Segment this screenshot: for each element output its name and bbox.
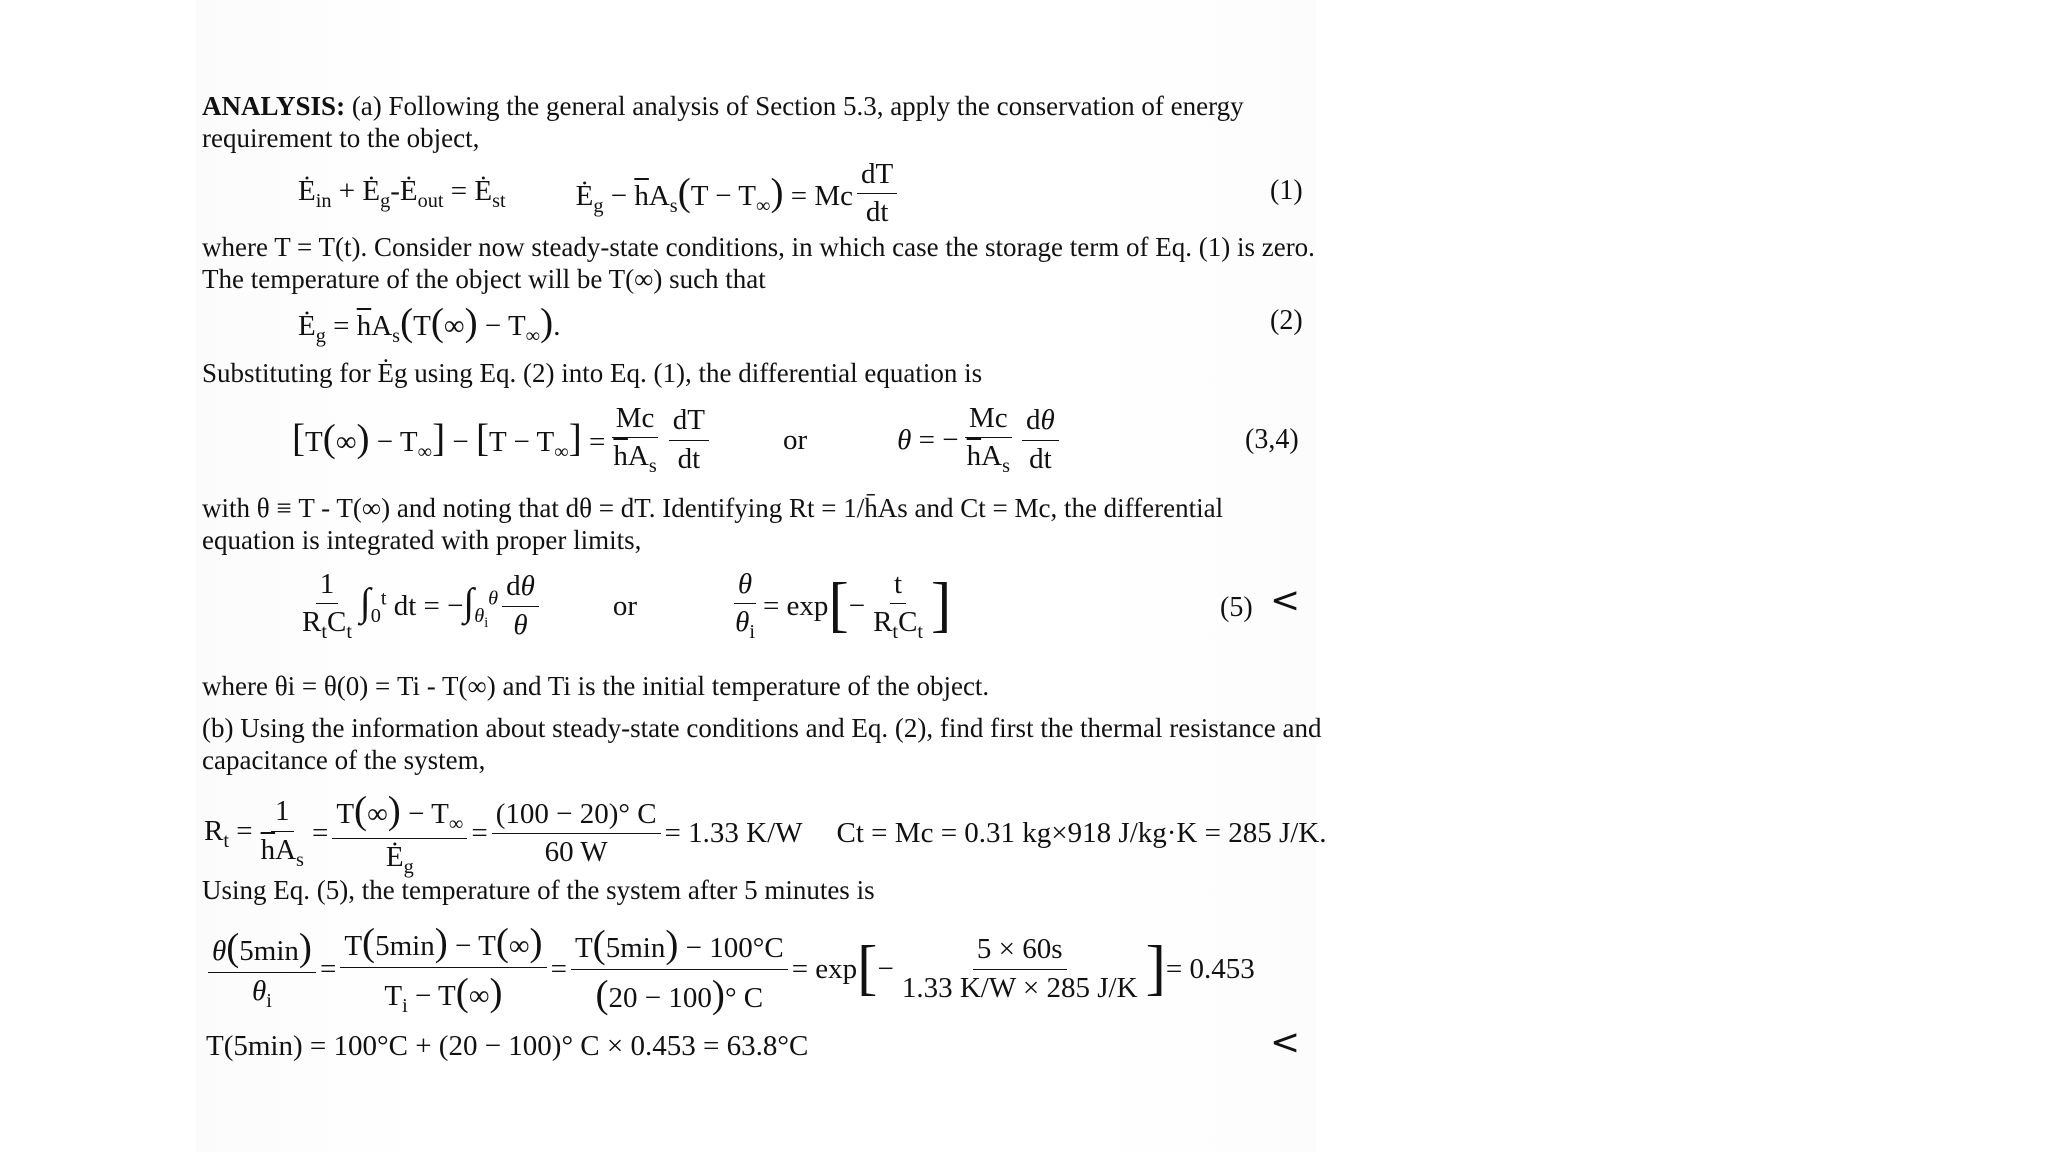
equation-theta-ratio: $\frac{\theta(5\min)}{\theta_i}$ = $\frac{T(5\min) - T(\infty)}{T_i - T(\infty)}$ = $\frac{T(5\min) - 100^\circ C}{(20 - 100)^\circ C}$ = exp [ − $\frac{5 \times 60s}{1.33 K/W \times 285 J/K}$ ] = 0.453 <box>204 920 1255 1018</box>
equation-2-number: (2) <box>1270 305 1303 336</box>
rt-value: = 1.33 K/W <box>664 817 803 850</box>
fraction-133: 1.33 K/W × 285 J/K <box>901 971 1138 1004</box>
analysis-intro <box>202 90 1322 154</box>
equation-rt-ct: $R_t$ = $\frac{1}{\overline{h}A_s}$ = $\frac{T(\infty) - T_\infty}{Ė_g}$ = $\frac{(100 - 20)^\circ C}{60 W}$ = 1.33 K/W Ct = Mc = 0.31 kg×918 J/kg·K = 285 J/K. <box>204 789 1327 878</box>
paragraph-substituting: Substituting for Ėg using Eq. (2) into Eq. (1), the differential equation is <box>202 358 983 388</box>
equation-3-4: $[T(\infty) - T_\infty] - [T - T_\infty]$ = $\frac{Mc}{\overline{h}A_s}$ $\frac{dT}{dt}$ or θ = − $\frac{Mc}{\overline{h}A_s}$ $\frac{d\theta}{dt}$ <box>292 402 1063 478</box>
equation-5-number: (5) <box>1220 592 1253 623</box>
equation-1-energy-balance: $Ė_{in}$ + $Ė_g-Ė_{out}$ = $Ė_{st}$ $Ė_g - \overline{h}A_s(T - T_\infty) = Mc$ $\frac{dT}{dt}$ <box>298 158 901 230</box>
equation-5: $\frac{1}{R_tC_t}$ $\int_0^t$ dt = $-\int_{\theta_i}^\theta$ $\frac{d\theta}{\theta}$ or $\frac{\theta}{\theta_i}$ = exp [ − $\frac{t}{R_tC_t}$ ] <box>302 568 952 644</box>
paragraph-after-5-min: Using Eq. (5), the temperature of the system after 5 minutes is <box>202 875 875 905</box>
final-result: T(5min) = 100°C + (20 − 100)° C × 0.453 = 63.8°C <box>206 1030 809 1062</box>
exp-result: = 0.453 <box>1165 952 1255 985</box>
answer-mark-1: < <box>1270 580 1301 621</box>
equation-1-number: (1) <box>1270 175 1303 206</box>
fraction-60w: 60 W <box>544 836 608 869</box>
paragraph-identifying: with θ ≡ T - T(∞) and noting that dθ = dT. Identifying Rt = 1/h̄As and Ct = Mc, the differential equation is integrated with proper limits, <box>202 493 1224 555</box>
fraction-100-20: (100 − 20)° C <box>492 798 661 834</box>
or-label-2: or <box>612 589 638 622</box>
or-label-1: or <box>782 423 808 456</box>
ct-value: Ct = Mc = 0.31 kg×918 J/kg·K = 285 J/K. <box>836 817 1327 850</box>
answer-mark-2: < <box>1270 1022 1301 1063</box>
paragraph-steady-state: where T = T(t). Consider now steady-state conditions, in which case the storage term of Eq. (1) is zero. The temperature of the object will be T(∞) such that <box>202 232 1315 294</box>
paragraph-initial-temp: where θi = θ(0) = Ti - T(∞) and Ti is the initial temperature of the object. <box>202 671 990 701</box>
analysis-heading: ANALYSIS: <box>202 91 346 121</box>
analysis-intro-text: (a) Following the general analysis of Section 5.3, apply the conservation of energy requirement to the object, <box>202 91 1244 153</box>
equation-2: $Ė_g = \overline{h}A_s(T(\infty) - T_\infty)$. <box>298 301 561 347</box>
equation-3-4-number: (3,4) <box>1245 424 1299 455</box>
paragraph-part-b: (b) Using the information about steady-state conditions and Eq. (2), find first the thermal resistance and capacitance of the system, <box>202 713 1322 775</box>
fraction-5x60: 5 × 60s <box>973 933 1067 969</box>
